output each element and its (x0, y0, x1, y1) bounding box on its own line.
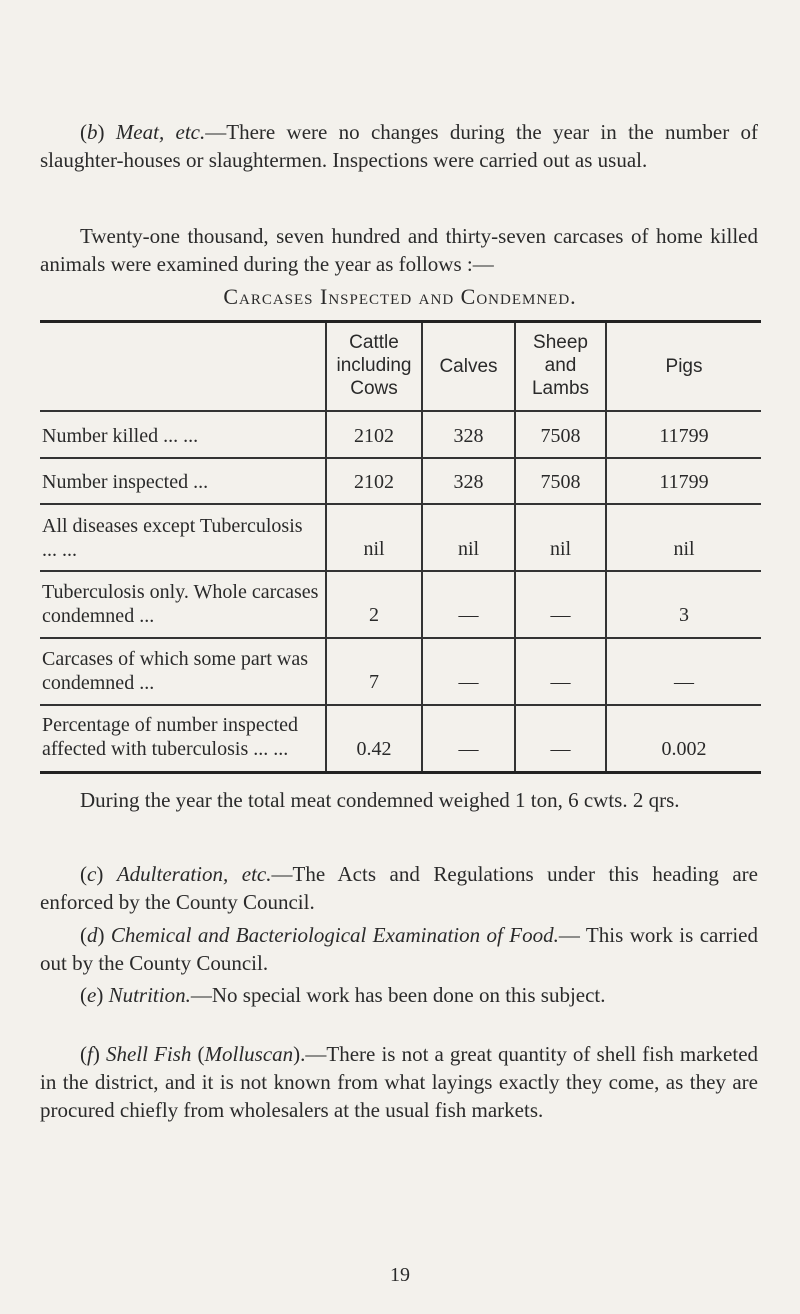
table-cell: 11799 (659, 425, 709, 447)
table-cell: 0.002 (661, 738, 707, 760)
carcases-paragraph (40, 222, 758, 278)
row-divider (40, 704, 761, 706)
table-bottom-rule (40, 771, 761, 774)
table-cell: 7 (369, 671, 379, 693)
table-cell: 2102 (354, 425, 394, 447)
meat-condemned-text: During the year the total meat condemned weighed 1 ton, 6 cwts. 2 qrs. (80, 788, 680, 812)
row-divider (40, 637, 761, 639)
table-cell: 11799 (659, 471, 709, 493)
table-cell: 2102 (354, 471, 394, 493)
table-cell: nil (363, 538, 385, 560)
section-e-title: Nutrition. (108, 983, 191, 1007)
section-d-text: — This work is carried out by the County Council. (40, 923, 758, 975)
table-cell: 7508 (540, 425, 581, 447)
section-d-paragraph: (d) Chemical and Bacteriological Examination of Food.— This work is carried out by the County Council. (40, 923, 758, 975)
table-title: Carcases Inspected and Condemned. (223, 284, 577, 309)
section-c-paragraph: (c) Adulteration, etc.—The Acts and Regulations under this heading are enforced by the County Council. (40, 862, 758, 914)
column-header: Pigs (665, 356, 703, 377)
section-f-subtitle: Molluscan (204, 1042, 294, 1066)
table-cell: — (550, 738, 571, 760)
page-number: 19 (390, 1264, 410, 1286)
table-cell: nil (549, 538, 572, 560)
section-c-text: —The Acts and Regulations under this heading are enforced by the County Council. (40, 862, 758, 914)
section-b-letter: b (87, 120, 98, 144)
table-cell: nil (673, 538, 695, 560)
section-e-paragraph: (e) Nutrition.—No special work has been done on this subject. (80, 983, 606, 1007)
table-cell: — (458, 604, 479, 626)
table-cell: 328 (453, 471, 484, 493)
section-b-paragraph: (b) Meat, etc.—There were no changes during the year in the number of slaughter-houses or slaughtermen. Inspections were carried out as usual. (40, 120, 758, 172)
column-header: Sheep and Lambs (531, 332, 590, 399)
section-c-title: Adulteration, etc. (116, 862, 272, 886)
row-label: All diseases except Tuberculosis ... ... (42, 515, 303, 561)
table-cell: nil (457, 538, 480, 560)
section-e-text: —No special work has been done on this subject. (190, 983, 606, 1007)
row-label: Number killed ... ... (42, 425, 199, 447)
row-divider (40, 410, 761, 412)
section-f-text: .—There is not a great quantity of shell fish marketed in the district, and it is not known from what layings exactly they come, as they are procured chiefly from wholesalers at the usual fish markets. (40, 1042, 759, 1122)
column-header: Calves (439, 356, 498, 377)
table-cell: 0.42 (356, 738, 392, 760)
row-label: Tuberculosis only. Whole carcases condemned ... (42, 581, 319, 627)
table-cell: — (674, 671, 694, 693)
section-c-letter: c (87, 862, 97, 886)
table-cell: 7508 (540, 471, 581, 493)
row-divider (40, 457, 761, 459)
table-cell: — (550, 671, 571, 693)
row-divider (40, 503, 761, 505)
table-cell: 3 (679, 604, 689, 626)
section-d-letter: d (87, 923, 98, 947)
row-label: Number inspected ... (42, 471, 209, 493)
section-f-title: Shell Fish (105, 1042, 192, 1066)
table-cell: — (458, 738, 479, 760)
section-d-title: Chemical and Bacteriological Examination of Food. (110, 923, 559, 947)
meat-condemned-paragraph (40, 786, 758, 814)
table-cell: — (458, 671, 479, 693)
column-header: Cattle including Cows (336, 332, 412, 399)
row-label: Carcases of which some part was condemned ... (42, 648, 309, 694)
table-cell: 328 (453, 425, 484, 447)
table-cell: — (550, 604, 571, 626)
table-top-rule (40, 320, 761, 323)
section-e-letter: e (87, 983, 97, 1007)
table-cell: 2 (369, 604, 379, 626)
row-divider (40, 570, 761, 572)
carcases-text: Twenty-one thousand, seven hundred and thirty-seven carcases of home killed animals were examined during the year as follows :— (40, 224, 758, 276)
section-b-title: Meat, etc. (115, 120, 206, 144)
section-f-paragraph: (f) Shell Fish (Molluscan).—There is not a great quantity of shell fish marketed in the district, and it is not known from what layings exactly they come, as they are procured chiefly from wholesalers at the usual fish markets. (40, 1042, 759, 1122)
section-b-text: —There were no changes during the year in the number of slaughter-houses or slaughtermen. Inspections were carried out as usual. (40, 120, 758, 172)
section-f-letter: f (87, 1042, 93, 1066)
row-label: Percentage of number inspected affected with tuberculosis ... ... (42, 714, 299, 760)
